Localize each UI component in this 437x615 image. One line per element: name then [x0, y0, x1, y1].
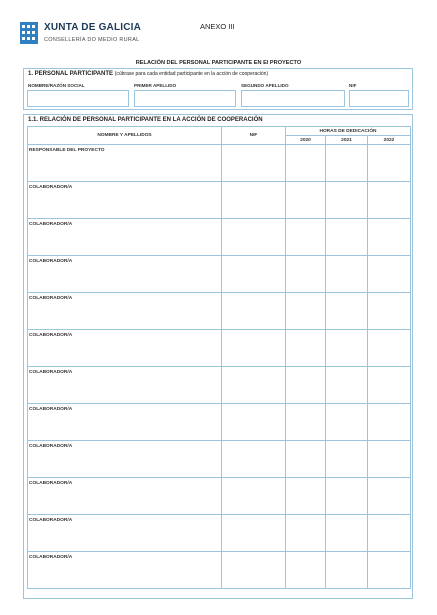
- hours-2021-cell[interactable]: [326, 441, 368, 478]
- table-row: [28, 404, 411, 441]
- hours-2020-cell[interactable]: [286, 182, 326, 219]
- hours-2022-cell[interactable]: [368, 293, 411, 330]
- nif-cell[interactable]: [222, 256, 286, 293]
- participant-role-cell[interactable]: RESPONSABLE DEL PROYECTO: [28, 145, 222, 182]
- nif-cell[interactable]: [222, 219, 286, 256]
- column-header-year: 2021: [326, 136, 368, 145]
- hours-2022-cell[interactable]: [368, 256, 411, 293]
- hours-2022-cell[interactable]: [368, 441, 411, 478]
- participant-role-cell[interactable]: COLABORADOR/A: [28, 219, 222, 256]
- hours-2020-cell[interactable]: [286, 478, 326, 515]
- hours-2022-cell[interactable]: [368, 404, 411, 441]
- field-label-second-surname: SEGUNDO APELLIDO: [241, 83, 289, 88]
- nif-cell[interactable]: [222, 404, 286, 441]
- document-title: RELACIÓN DEL PERSONAL PARTICIPANTE EN El PROYECTO: [135, 60, 302, 66]
- column-header-hours: HORAS DE DEDICACIÓN: [286, 127, 411, 136]
- hours-2020-cell[interactable]: [286, 367, 326, 404]
- department-name: CONSELLERÍA DO MEDIO RURAL: [44, 37, 140, 43]
- hours-2022-cell[interactable]: [368, 478, 411, 515]
- hours-2021-cell[interactable]: [326, 256, 368, 293]
- section-list-title: 1.1. RELACIÓN DE PERSONAL PARTICIPANTE EN LA ACCIÓN DE COOPERACIÓN: [28, 117, 263, 123]
- field-label-first-surname: PRIMER APELLIDO: [134, 83, 177, 88]
- table-row: [28, 219, 411, 256]
- table-row: [28, 145, 411, 182]
- nif-cell[interactable]: [222, 367, 286, 404]
- table-row: [28, 330, 411, 367]
- field-label-name: NOMBRE/RAZÓN SOCIAL: [28, 83, 85, 88]
- hours-2021-cell[interactable]: [326, 145, 368, 182]
- table-row: [28, 441, 411, 478]
- first-surname-field[interactable]: [134, 90, 236, 107]
- column-header-year: 2020: [286, 136, 326, 145]
- nif-cell[interactable]: [222, 293, 286, 330]
- hours-2020-cell[interactable]: [286, 404, 326, 441]
- participant-role-cell[interactable]: COLABORADOR/A: [28, 330, 222, 367]
- table-row: [28, 367, 411, 404]
- hours-2021-cell[interactable]: [326, 330, 368, 367]
- table-row: [28, 256, 411, 293]
- participant-role-cell[interactable]: COLABORADOR/A: [28, 256, 222, 293]
- hours-2022-cell[interactable]: [368, 367, 411, 404]
- column-header-nif: NIF: [222, 127, 286, 145]
- nif-cell[interactable]: [222, 182, 286, 219]
- hours-2022-cell[interactable]: [368, 515, 411, 552]
- participant-role-cell[interactable]: COLABORADOR/A: [28, 515, 222, 552]
- hours-2020-cell[interactable]: [286, 293, 326, 330]
- hours-2021-cell[interactable]: [326, 293, 368, 330]
- hours-2022-cell[interactable]: [368, 182, 411, 219]
- hours-2020-cell[interactable]: [286, 441, 326, 478]
- participant-role-cell[interactable]: COLABORADOR/A: [28, 367, 222, 404]
- hours-2020-cell[interactable]: [286, 145, 326, 182]
- nif-field[interactable]: [349, 90, 409, 107]
- hours-2021-cell[interactable]: [326, 182, 368, 219]
- hours-2022-cell[interactable]: [368, 330, 411, 367]
- annex-label: ANEXO III: [200, 22, 235, 31]
- participant-role-cell[interactable]: COLABORADOR/A: [28, 552, 222, 589]
- nif-cell[interactable]: [222, 441, 286, 478]
- hours-2022-cell[interactable]: [368, 552, 411, 589]
- participant-role-cell[interactable]: COLABORADOR/A: [28, 478, 222, 515]
- nif-cell[interactable]: [222, 478, 286, 515]
- hours-2021-cell[interactable]: [326, 367, 368, 404]
- brand-name: XUNTA DE GALICIA: [44, 22, 142, 33]
- section-personal-title: 1. PERSONAL PARTICIPANTE (cúbrase para cada entidad participante en la acción de cooperación): [28, 71, 269, 77]
- hours-2022-cell[interactable]: [368, 219, 411, 256]
- column-header-year: 2022: [368, 136, 411, 145]
- participant-role-cell[interactable]: COLABORADOR/A: [28, 404, 222, 441]
- table-row: [28, 293, 411, 330]
- nif-cell[interactable]: [222, 145, 286, 182]
- hours-2020-cell[interactable]: [286, 515, 326, 552]
- section-personal-note: (cúbrase para cada entidad participante en la acción de cooperación): [114, 71, 269, 77]
- nif-cell[interactable]: [222, 515, 286, 552]
- hours-2020-cell[interactable]: [286, 256, 326, 293]
- table-row: [28, 478, 411, 515]
- name-field[interactable]: [27, 90, 129, 107]
- hours-2022-cell[interactable]: [368, 145, 411, 182]
- second-surname-field[interactable]: [241, 90, 345, 107]
- hours-2021-cell[interactable]: [326, 478, 368, 515]
- participant-role-cell[interactable]: COLABORADOR/A: [28, 441, 222, 478]
- hours-2021-cell[interactable]: [326, 552, 368, 589]
- column-header-name: NOMBRE Y APELLIDOS: [28, 127, 222, 145]
- field-label-nif: NIF: [349, 83, 357, 88]
- hours-2020-cell[interactable]: [286, 330, 326, 367]
- nif-cell[interactable]: [222, 330, 286, 367]
- hours-2020-cell[interactable]: [286, 552, 326, 589]
- hours-2021-cell[interactable]: [326, 404, 368, 441]
- hours-2020-cell[interactable]: [286, 219, 326, 256]
- participants-table: [27, 126, 411, 589]
- participant-role-cell[interactable]: COLABORADOR/A: [28, 293, 222, 330]
- table-row: [28, 515, 411, 552]
- table-row: [28, 182, 411, 219]
- galicia-cross-icon: [20, 22, 38, 44]
- hours-2021-cell[interactable]: [326, 219, 368, 256]
- hours-2021-cell[interactable]: [326, 515, 368, 552]
- nif-cell[interactable]: [222, 552, 286, 589]
- participant-role-cell[interactable]: COLABORADOR/A: [28, 182, 222, 219]
- table-row: [28, 552, 411, 589]
